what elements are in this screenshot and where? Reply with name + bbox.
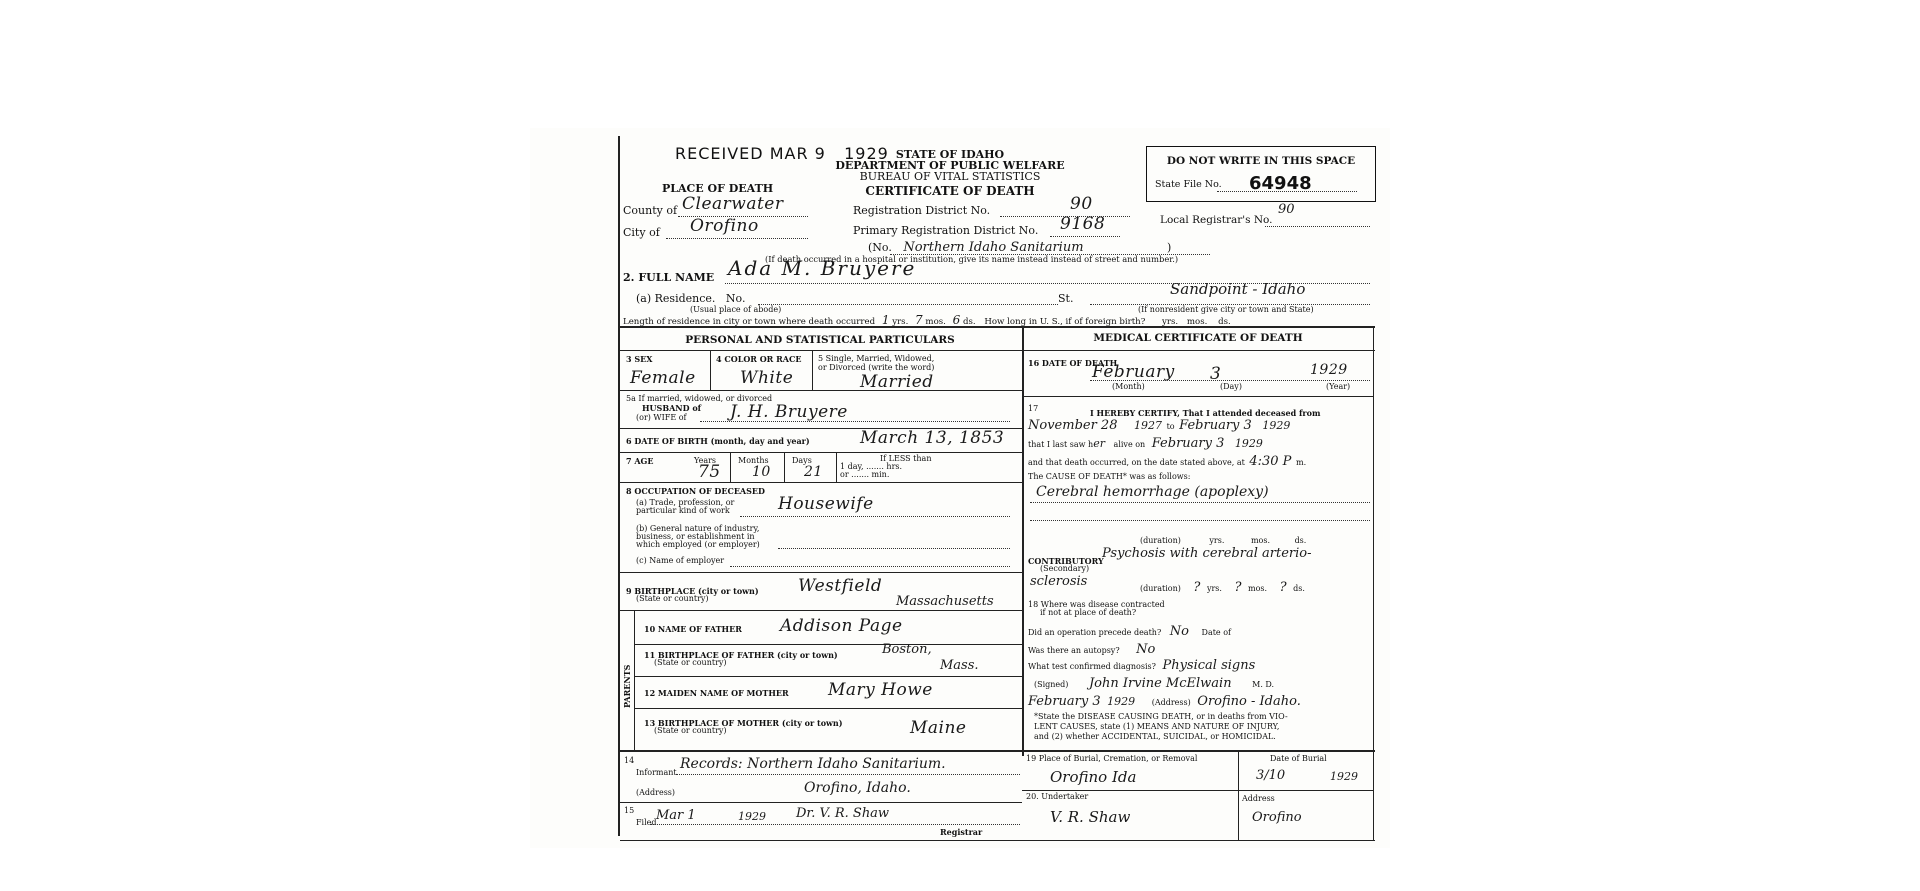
birthplace-city: Westfield (798, 576, 883, 596)
contributory-label: CONTRIBUTORY (1028, 556, 1104, 566)
certify-number: 17 (1028, 404, 1039, 413)
industry-label-2: business, or establishment in (636, 532, 755, 541)
test-row: What test confirmed diagnosis? Physical signs (1028, 658, 1256, 673)
filed-date: Mar 1 (656, 808, 696, 823)
undertaker-label: 20. Undertaker (1026, 792, 1089, 801)
color-label: 4 COLOR OR RACE (716, 354, 802, 364)
age-years: 75 (698, 462, 721, 482)
contracted-label-2: if not at place of death? (1040, 608, 1137, 617)
father-bp-label-2: (State or country) (654, 658, 727, 667)
spouse-value: J. H. Bruyere (730, 402, 848, 422)
age-days: 21 (804, 464, 823, 480)
dod-month: February (1092, 362, 1175, 382)
registrar-label: Registrar (940, 827, 983, 837)
burial-address-label: Address (1242, 794, 1275, 803)
burial-address-value: Orofino (1252, 810, 1302, 825)
address-label: (Address) (636, 788, 676, 797)
mother-label: 12 MAIDEN NAME OF MOTHER (644, 688, 789, 698)
parents-label: PARENTS (622, 664, 632, 708)
city-value: Orofino (690, 216, 759, 236)
bureau-title: BUREAU OF VITAL STATISTICS (859, 170, 1041, 183)
reg-district-label: Registration District No. (853, 204, 991, 217)
contributory-value-2: sclerosis (1030, 574, 1088, 589)
reg-district-value: 90 (1070, 194, 1093, 214)
year-label: (Year) (1326, 382, 1351, 391)
autopsy-row: Was there an autopsy? No (1028, 642, 1156, 657)
less-label-1: If LESS than (880, 454, 932, 463)
informant-value: Records: Northern Idaho Sanitarium. (680, 756, 946, 772)
filed-number: 15 (624, 806, 635, 815)
days-label: Days (792, 456, 812, 465)
place-of-death-heading: PLACE OF DEATH (662, 182, 774, 195)
trade-label-2: particular kind of work (636, 506, 730, 515)
street-label: St. (1058, 292, 1074, 305)
years-label: Years (694, 456, 717, 465)
death-certificate (530, 128, 1390, 848)
industry-label-1: (b) General nature of industry, (636, 524, 760, 533)
occupation-label: 8 OCCUPATION OF DECEASED (626, 486, 765, 496)
residence-label: (a) Residence. No. (636, 292, 746, 305)
contracted-label-1: 18 Where was disease contracted (1028, 600, 1165, 609)
age-label: 7 AGE (626, 456, 654, 466)
duration-row-2: (duration) ? yrs. ? mos. ? ds. (1140, 580, 1305, 595)
cause-value: Cerebral hemorrhage (apoplexy) (1036, 484, 1269, 500)
months-label: Months (738, 456, 769, 465)
residence-value: Sandpoint - Idaho (1170, 280, 1306, 298)
burial-date-label: Date of Burial (1270, 754, 1327, 763)
less-label-2: 1 day, ....... hrs. (840, 462, 903, 471)
address-value: Orofino, Idaho. (804, 780, 911, 796)
office-use-box (1146, 146, 1376, 202)
length-residence-row: Length of residence in city or town where death occurred 1 yrs. 7 mos. 6 ds. How long in U. S., if of foreign birth? yrs. mos. ds. (623, 313, 1231, 327)
trade-label-1: (a) Trade, profession, or (636, 498, 735, 507)
employer-label: (c) Name of employer (636, 556, 725, 565)
footnote-3: and (2) whether ACCIDENTAL, SUICIDAL, or HOMICIDAL. (1034, 732, 1276, 741)
state-file-number: 64948 (1249, 173, 1312, 194)
footnote-1: *State the DISEASE CAUSING DEATH, or in deaths from VIO- (1034, 712, 1288, 721)
footnote-2: LENT CAUSES, state (1) MEANS AND NATURE OF INJURY, (1034, 722, 1280, 731)
received-stamp: RECEIVED MAR 9 1929 (675, 144, 889, 163)
local-registrar-value: 90 (1278, 202, 1295, 217)
primary-district-value: 9168 (1060, 214, 1106, 234)
personal-heading: PERSONAL AND STATISTICAL PARTICULARS (685, 334, 955, 346)
certify-text: I HEREBY CERTIFY, That I attended deceased from (1090, 408, 1321, 418)
color-value: White (740, 368, 794, 388)
primary-district-label: Primary Registration District No. (853, 224, 1039, 237)
do-not-write-label: DO NOT WRITE IN THIS SPACE (1166, 155, 1356, 167)
county-value: Clearwater (682, 194, 784, 214)
informant-label: Informant (636, 768, 677, 777)
mother-bp-label-2: (State or country) (654, 726, 727, 735)
less-label-3: or ....... min. (840, 470, 890, 479)
spouse-label-2: HUSBAND of (642, 403, 702, 413)
death-time-row: and that death occurred, on the date stated above, at 4:30 P m. (1028, 454, 1307, 469)
registrar-signature: Dr. V. R. Shaw (796, 806, 890, 821)
contributory-value-1: Psychosis with cerebral arterio- (1102, 546, 1312, 561)
usual-abode-note: (Usual place of abode) (690, 305, 782, 314)
father-label: 10 NAME OF FATHER (644, 624, 742, 634)
trade-value: Housewife (778, 494, 874, 514)
sign-date-row: February 3 1929 (Address) Orofino - Idaho. (1028, 694, 1301, 709)
father-bp-state: Mass. (940, 658, 979, 673)
marital-value: Married (860, 372, 934, 392)
nonresident-note: (If nonresident give city or town and State) (1138, 305, 1314, 314)
institution-row: (No. Northern Idaho Sanitarium ) (868, 240, 1172, 255)
marital-label-1: 5 Single, Married, Widowed, (818, 354, 935, 363)
father-bp-city: Boston, (882, 642, 932, 657)
informant-number: 14 (624, 756, 635, 765)
burial-place-value: Orofino Ida (1050, 768, 1137, 786)
medical-heading: MEDICAL CERTIFICATE OF DEATH (1093, 332, 1303, 344)
father-value: Addison Page (780, 616, 903, 636)
month-label: (Month) (1112, 382, 1145, 391)
burial-year-value: 1929 (1330, 770, 1358, 783)
last-saw-row: that I last saw her alive on February 3 1929 (1028, 436, 1263, 451)
father-bp-label-1: 11 BIRTHPLACE OF FATHER (city or town) (644, 650, 838, 660)
state-title: STATE OF IDAHO (895, 148, 1005, 161)
secondary-label: (Secondary) (1040, 564, 1090, 573)
hospital-note: (If death occurred in a hospital or institution, give its name instead instead of street and number.) (765, 254, 1179, 264)
department-title: DEPARTMENT OF PUBLIC WELFARE (835, 159, 1065, 172)
city-label: City of (623, 226, 660, 239)
full-name-value: Ada M. Bruyere (728, 256, 917, 280)
institution-value: Northern Idaho Sanitarium (903, 240, 1084, 255)
dod-year: 1929 (1310, 362, 1348, 378)
birthplace-state: Massachusetts (896, 594, 994, 609)
local-registrar-label: Local Registrar's No. (1160, 214, 1273, 226)
dob-value: March 13, 1853 (860, 428, 1005, 448)
mother-bp-label-1: 13 BIRTHPLACE OF MOTHER (city or town) (644, 718, 843, 728)
sex-value: Female (630, 368, 696, 388)
mother-bp-value: Maine (910, 718, 967, 738)
duration-row-1: (duration) yrs. mos. ds. (1140, 536, 1307, 545)
dod-day: 3 (1210, 364, 1222, 384)
attended-row: November 28 1927 to February 3 1929 (1028, 418, 1291, 433)
filed-year: 1929 (738, 810, 766, 823)
full-name-label: 2. FULL NAME (623, 271, 715, 284)
county-label: County of (623, 204, 678, 217)
age-months: 10 (752, 464, 771, 480)
dod-label: 16 DATE OF DEATH (1028, 358, 1118, 368)
marital-label-2: or Divorced (write the word) (818, 363, 935, 372)
state-file-label: State File No. (1155, 179, 1222, 190)
filed-label: Filed (636, 818, 657, 827)
industry-label-3: which employed (or employer) (636, 540, 760, 549)
sex-label: 3 SEX (626, 354, 653, 364)
mother-value: Mary Howe (828, 680, 933, 700)
operation-row: Did an operation precede death? No Date of (1028, 624, 1231, 639)
left-border (618, 136, 620, 836)
spouse-label-1: 5a If married, widowed, or divorced (626, 394, 773, 403)
day-label: (Day) (1220, 382, 1242, 391)
dob-label: 6 DATE OF BIRTH (month, day and year) (626, 436, 810, 446)
spouse-label-3: (or) WIFE of (636, 413, 687, 422)
burial-place-label: 19 Place of Burial, Cremation, or Removal (1026, 754, 1198, 763)
birthplace-label-2: (State or country) (636, 594, 709, 603)
burial-date-value: 3/10 (1256, 768, 1286, 783)
birthplace-label-1: 9 BIRTHPLACE (city or town) (626, 586, 759, 596)
signed-row: (Signed) John Irvine McElwain M. D. (1034, 676, 1275, 691)
cause-label: The CAUSE OF DEATH* was as follows: (1028, 472, 1191, 481)
undertaker-value: V. R. Shaw (1050, 808, 1131, 826)
certificate-title: CERTIFICATE OF DEATH (865, 184, 1035, 198)
